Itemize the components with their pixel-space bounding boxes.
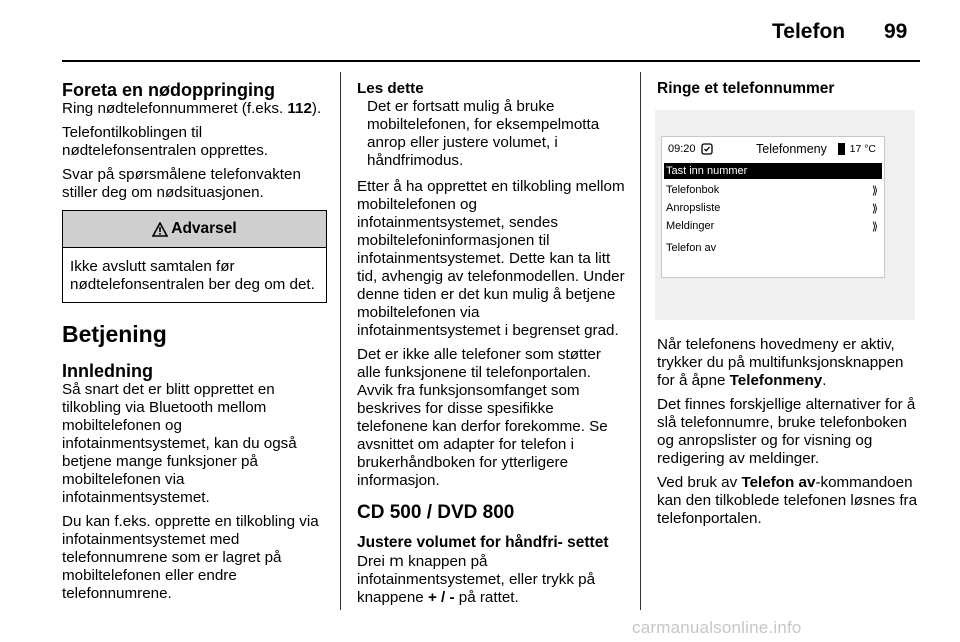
note-block bbox=[357, 80, 625, 170]
emergency-p1-end: ). bbox=[311, 100, 322, 117]
menu-item-phone-off[interactable] bbox=[666, 240, 878, 256]
phone-status-icon bbox=[838, 143, 845, 155]
emergency-paragraph-1 bbox=[62, 100, 327, 118]
cd-dvd-heading: CD 500 / DVD 800 bbox=[357, 502, 515, 523]
warning-title: Advarsel bbox=[171, 220, 237, 237]
display-panel bbox=[661, 136, 885, 278]
note-title: Les dette bbox=[357, 80, 424, 97]
column-divider-1 bbox=[340, 72, 341, 610]
emergency-p1-text: Ring nødtelefonnummeret (f.eks. bbox=[62, 100, 288, 117]
chevron-right-icon: ⟫ bbox=[871, 220, 878, 233]
menu-name: Telefonmeny bbox=[729, 372, 823, 389]
temperature-value: 17 °C bbox=[849, 143, 876, 155]
volume-knob-icon: m bbox=[389, 552, 404, 570]
menu-p1-end: . bbox=[822, 372, 827, 389]
display-temperature bbox=[838, 143, 876, 155]
warning-triangle-icon bbox=[152, 222, 168, 237]
clock-icon bbox=[701, 143, 713, 155]
connection-paragraph: Etter å ha opprettet en tilkobling mellom mobiltelefonen og infotainmentsystemet, sendes mobiltelefoninformasjonen til infotainmentsystemet. Dette kan ta litt tid, avhengig av telefonmodellen. Under denne tiden er det kun mulig å betjene mobiltelefonen via infotainmentsystemet i begrenset grad. bbox=[357, 178, 625, 339]
display-time: 09:20 bbox=[668, 143, 696, 155]
volume-paragraph bbox=[357, 552, 625, 607]
intro-paragraph-2: Du kan f.eks. opprette en tilkobling via infotainmentsystemet med telefonnumrene som er lagret på mobiltelefonen eller endre telefonnumrene. bbox=[62, 513, 319, 602]
warning-box bbox=[62, 210, 327, 303]
volume-heading: Justere volumet for håndfri- settet bbox=[357, 534, 609, 551]
display-title: Telefonmeny bbox=[756, 142, 827, 156]
compatibility-paragraph: Det er ikke alle telefoner som støtter alle funksjonene til telefonportalen. Avvik fra funksjonsomfanget som beskrives for disse spesifikke telefonene kan derfor forekomme. Se avsnittet om adapter for telefon i brukerhåndboken for ytterligere informasjon. bbox=[357, 346, 608, 489]
display-status-bar bbox=[668, 141, 878, 157]
phone-off-command: Telefon av bbox=[741, 474, 816, 491]
volume-text-1: Drei bbox=[357, 553, 390, 570]
options-paragraph: Det finnes forskjellige alternativer for å slå telefonnumre, bruke telefonboken og anropslister og for visning og redigering av meldinger. bbox=[657, 396, 916, 467]
intro-paragraph-1: Så snart det er blitt opprettet en tilkobling via Bluetooth mellom mobiltelefonen og infotainmentsystemet, kan du også betjene mange funksjoner på mobiltelefonen via infotainmentsystemet. bbox=[62, 381, 297, 506]
page-number: 99 bbox=[884, 20, 908, 43]
phone-menu-screenshot bbox=[655, 110, 915, 320]
column-3 bbox=[657, 80, 925, 98]
emergency-paragraph-3: Svar på spørsmålene telefonvakten stiller deg om nødsituasjonen. bbox=[62, 166, 301, 201]
phone-off-text-2: -kommandoen kan den tilkoblede telefonen løsnes fra telefonportalen. bbox=[657, 474, 918, 527]
column-1 bbox=[62, 80, 327, 609]
column-divider-2 bbox=[640, 72, 641, 610]
page-header-title: Telefon bbox=[772, 20, 846, 43]
menu-item-label: Tast inn nummer bbox=[666, 165, 748, 177]
emergency-paragraph-2: Telefontilkoblingen til nødtelefonsentralen opprettes. bbox=[62, 124, 269, 159]
emergency-number: 112 bbox=[287, 100, 312, 117]
menu-item-call-list[interactable] bbox=[666, 200, 878, 216]
note-text: Det er fortsatt mulig å bruke mobiltelefonen, for eksempelmotta anrop eller justere volumet, i håndfrimodus. bbox=[367, 98, 600, 169]
watermark: carmanualsonline.info bbox=[632, 618, 802, 637]
volume-text-2: knappen på infotainmentsystemet, eller trykk på knappene bbox=[357, 553, 596, 606]
column-2 bbox=[357, 80, 625, 613]
menu-item-dial-number[interactable] bbox=[664, 163, 882, 179]
menu-item-label: Telefonbok bbox=[666, 184, 720, 196]
column-3-text bbox=[657, 336, 925, 534]
volume-keys: + / - bbox=[427, 589, 455, 606]
operation-heading: Betjening bbox=[62, 321, 167, 347]
phone-off-paragraph bbox=[657, 474, 925, 528]
menu-item-label: Anropsliste bbox=[666, 202, 721, 214]
warning-header bbox=[63, 211, 326, 248]
volume-text-3: på rattet. bbox=[454, 589, 519, 606]
menu-p1-text: Når telefonens hovedmeny er aktiv, trykker du på multifunksjonsknappen for å åpne bbox=[657, 336, 904, 389]
chevron-right-icon: ⟫ bbox=[871, 202, 878, 215]
header-rule bbox=[62, 60, 920, 62]
dial-heading: Ringe et telefonnummer bbox=[657, 80, 835, 97]
emergency-heading: Foreta en nødoppringing bbox=[62, 80, 275, 100]
chevron-right-icon: ⟫ bbox=[871, 184, 878, 197]
menu-paragraph bbox=[657, 336, 925, 390]
menu-item-label: Telefon av bbox=[666, 242, 717, 254]
phone-off-text-1: Ved bruk av bbox=[657, 474, 742, 491]
menu-item-label: Meldinger bbox=[666, 220, 715, 232]
menu-item-messages[interactable] bbox=[666, 218, 878, 234]
warning-text: Ikke avslutt samtalen før nødtelefonsentralen ber deg om det. bbox=[70, 258, 315, 293]
menu-item-phonebook[interactable] bbox=[666, 182, 878, 198]
intro-heading: Innledning bbox=[62, 361, 153, 381]
